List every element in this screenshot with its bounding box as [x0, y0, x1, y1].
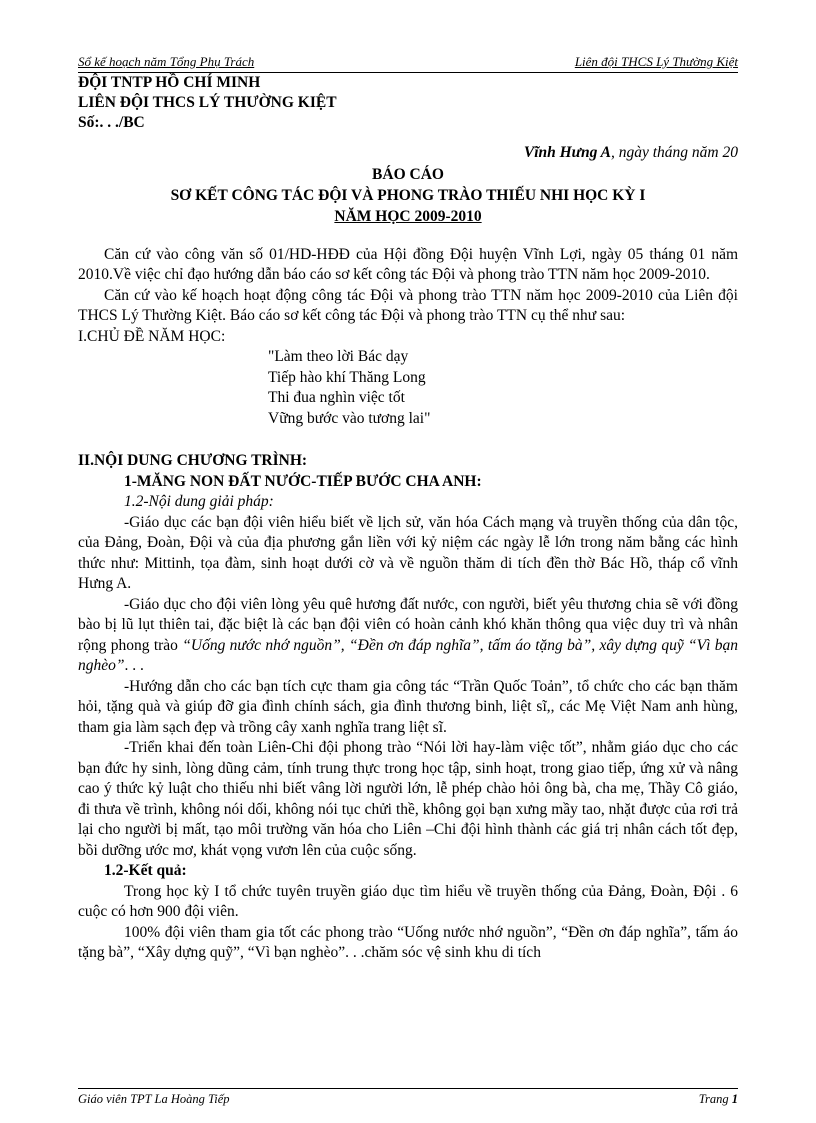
footer-page [699, 1092, 738, 1107]
result-heading: 1.2-Kết quả: [104, 862, 187, 879]
date-line [78, 143, 738, 164]
poem-line-3: Thi đua nghìn việc tốt [268, 389, 405, 406]
theme-poem [78, 347, 738, 429]
subsection-heading: 1-MĂNG NON ĐẤT NƯỚC-TIẾP BƯỚC CHA ANH: [124, 472, 482, 490]
page-footer [78, 1088, 738, 1107]
solution-paragraph-2-end: . . . [124, 657, 144, 674]
section-1-heading: I.CHỦ ĐỀ NĂM HỌC: [78, 327, 226, 345]
solution-heading: 1.2-Nội dung giải pháp: [124, 493, 274, 510]
solution-paragraph-3: -Hướng dẫn cho các bạn tích cực tham gia công tác “Trần Quốc Toản”, tổ chức cho các bạn thăm hỏi, tặng quà và giúp đỡ gia đình chính sách, gia đình thương binh, liệt sĩ,, các Mẹ Việt Nam anh hùng, tham gia làm sạch đẹp và trồng cây xanh nghĩa trang liệt sĩ. [78, 677, 738, 736]
date-rest: , ngày tháng năm 20 [610, 144, 738, 161]
document-body [78, 73, 738, 964]
result-paragraph-2: 100% đội viên tham gia tốt các phong trào “Uống nước nhớ nguồn”, “Đền ơn đáp nghĩa”, tấm áo tặng bà”, “Xây dựng quỹ”, “Vì bạn nghèo”. . .chăm sóc vệ sinh khu di tích [78, 923, 738, 961]
header-right-text: Liên đội THCS Lý Thường Kiệt [574, 54, 738, 69]
intro-paragraph-1: Căn cứ vào công văn số 01/HD-HĐĐ của Hội đồng Đội huyện Vĩnh Lợi, ngày 05 tháng 01 năm 2010.Về việc chỉ đạo hướng dẫn báo cáo sơ kết công tác Đội và phong trào TTN năm học 2009-2010. [78, 245, 738, 283]
footer-page-label: Trang [698, 1092, 732, 1106]
poem-line-4: Vững bước vào tương lai" [268, 409, 431, 427]
date-place: Vĩnh Hưng A [523, 144, 611, 161]
title-line-1: BÁO CÁO [372, 165, 444, 183]
solution-paragraph-4: -Triển khai đến toàn Liên-Chi đội phong trào “Nói lời hay-làm việc tốt”, nhằm giáo dục cho các bạn đức hy sinh, lòng dũng cảm, tính trung thực trong học tập, sinh hoạt, trong giao tiếp, ứng xử và nâng cao ý thức kỷ luật cho thiếu nhi biết vâng lời người lớn, lễ phép chào hỏi ông bà, cha mẹ, Thầy Cô giáo, đi thưa về trình, không nói dối, không nói tục chửi thề, không gọi bạn xưng mầy tao, nhặt được của rơi trả lại cho người bị mất, tạo môi trường văn hóa cho Liên –Chi đội hình thành các giá trị nhân cách tốt đẹp, bồi dưỡng ước mơ, khát vọng vươn lên của cuộc sống. [78, 739, 738, 859]
solution-paragraph-2-text: -Giáo dục cho đội viên lòng yêu quê hương đất nước, con người, biết yêu thương chia sẽ với đồng bào bị lũ lụt thiên tai, đặc biệt là các bạn đội viên có hoàn cảnh khó khăn thông qua việc duy trì và nhân rộng phong trào [78, 595, 738, 654]
document-number: Số:. . ./BC [78, 114, 145, 131]
section-2-heading: II.NỘI DUNG CHƯƠNG TRÌNH: [78, 452, 308, 469]
header-left-text: Sổ kế hoạch năm Tổng Phụ Trách [78, 54, 255, 69]
org-line-2: LIÊN ĐỘI THCS LÝ THƯỜNG KIỆT [78, 94, 337, 111]
solution-paragraph-2 [78, 595, 738, 677]
poem-line-1: "Làm theo lời Bác dạy [268, 348, 409, 365]
page-header [78, 52, 738, 73]
org-line-1: ĐỘI TNTP HỒ CHÍ MINH [78, 74, 261, 91]
solution-paragraph-1: -Giáo dục các bạn đội viên hiểu biết về lịch sử, văn hóa Cách mạng và truyền thống của dân tộc, của Đảng, Đoàn, Đội và của địa phương gắn liền với kỷ niệm các ngày lễ lớn trong năm bằng các hình thức như: Mittinh, tọa đàm, sinh hoạt dưới cờ và về nguồn thăm di tích đền thờ Bác Hồ, tháp cổ vĩnh Hưng A. [78, 513, 738, 592]
poem-line-2: Tiếp hào khí Thăng Long [268, 368, 426, 386]
title-line-3: NĂM HỌC 2009-2010 [334, 207, 482, 225]
footer-page-number: 1 [731, 1092, 738, 1106]
organization-block [78, 73, 738, 133]
intro-paragraph-2: Căn cứ vào kế hoạch hoạt động công tác Đội và phong trào TTN năm học 2009-2010 của Liên đội THCS Lý Thường Kiệt. Báo cáo sơ kết công tác Đội và phong trào TTN cụ thể như sau: [78, 286, 738, 324]
solution-paragraph-2-italic: “Uống nước nhớ nguồn”, “Đền ơn đáp nghĩa”, tấm áo tặng bà”, xây dựng quỹ “Vì bạn nghèo” [78, 636, 738, 674]
result-paragraph-1: Trong học kỳ I tổ chức tuyên truyền giáo dục tìm hiểu về truyền thống của Đảng, Đoàn, Đội . 6 cuộc có hơn 900 đội viên. [78, 882, 738, 920]
report-title [78, 164, 738, 227]
footer-author: Giáo viên TPT La Hoàng Tiếp [78, 1092, 230, 1106]
title-line-2: SƠ KẾT CÔNG TÁC ĐỘI VÀ PHONG TRÀO THIẾU NHI HỌC KỲ I [170, 186, 646, 204]
